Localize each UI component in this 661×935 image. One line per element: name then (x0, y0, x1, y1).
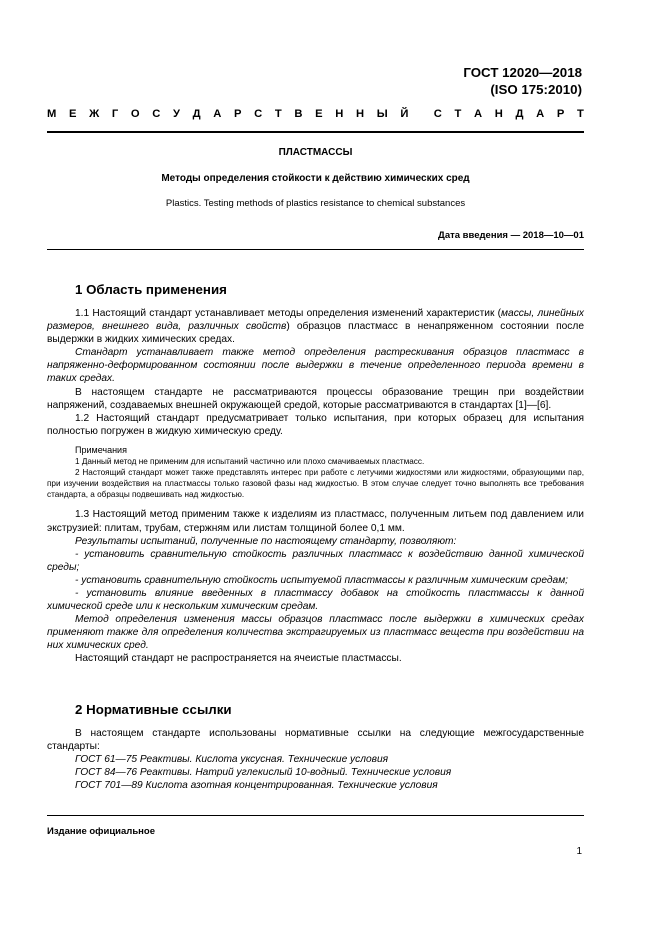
gost-number: ГОСТ 12020—2018 (463, 65, 582, 80)
banner-letter: Н (356, 108, 365, 120)
section-1-heading: 1 Область применения (75, 282, 227, 297)
paragraph-mass-method: Метод определения изменения массы образцов пластмасс после выдержки в химических средах применяют также для определения количества экстрагируемых из пластмасс веществ при воздействии на них химических сред. (47, 614, 584, 652)
english-title: Plastics. Testing methods of plastics resistance to chemical substances (165, 198, 466, 209)
paragraph-results: Результаты испытаний, полученные по настоящему стандарту, позволяют: (75, 535, 457, 547)
footer-rule (47, 815, 584, 816)
banner-letter: А (473, 108, 483, 120)
banner-letter: Г (111, 108, 119, 120)
banner-letter: Й (400, 108, 409, 120)
banner-letter: Н (494, 108, 503, 120)
banner-letter: Ж (89, 108, 100, 120)
notes-title: Примечания (75, 444, 127, 455)
title-rule (47, 249, 584, 250)
list-item-3: - установить влияние введенных в пластмассу добавок на стойкость пластмассы к данной химической среде или к нескольким химическим средам. (47, 587, 584, 613)
banner-letter: В (294, 108, 303, 120)
banner-letter: Е (315, 108, 323, 120)
introduction-date: Дата введения — 2018—10—01 (438, 230, 584, 241)
banner-letter: О (130, 108, 140, 120)
banner-letter: У (173, 108, 180, 120)
banner-letter: Т (577, 108, 584, 120)
note-2: 2 Настоящий стандарт может также представлять интерес при работе с летучими жидкостями или жидкостями, образующими пар, при изучении воздействия на пластмассы только газовой фазы над жидкостью. В этом случае следует точно выполнять все требования стандарта, а образцы подвешивать над жидкостью. (47, 468, 584, 500)
banner-letter: С (433, 108, 442, 120)
banner-letter: Р (556, 108, 565, 120)
banner-letter: А (536, 108, 545, 120)
paragraph-references: В настоящем стандарте использованы нормативные ссылки на следующие межгосударственные стандарты: (47, 728, 584, 753)
notes-block (47, 444, 584, 500)
interstate-standard-banner (47, 108, 584, 120)
banner-letter: С (152, 108, 161, 120)
official-edition-label: Издание официальное (47, 826, 155, 837)
reference-gost-701: ГОСТ 701—89 Кислота азотная концентрированная. Технические условия (75, 780, 438, 792)
banner-letter: Д (515, 108, 524, 120)
banner-letter: Т (454, 108, 462, 120)
banner-letter: Д (192, 108, 201, 120)
banner-letter: М (47, 108, 57, 120)
banner-letter: Р (234, 108, 242, 120)
list-item-1: - установить сравнительную стойкость различных пластмасс к воздействию данной химической среды; (47, 548, 584, 573)
header-rule (47, 131, 584, 133)
section-2-heading: 2 Нормативные ссылки (75, 702, 232, 717)
paragraph-cracking: Стандарт устанавливает также метод определения растрескивания образцов пластмасс в напряженно-деформированном состоянии после выдержки в течение определенного периода времени в таких средах. (47, 347, 584, 385)
reference-gost-84: ГОСТ 84—76 Реактивы. Натрий углекислый 10-водный. Технические условия (75, 767, 452, 779)
note-1: 1 Данный метод не применим для испытаний частично или плохо смачиваемых пластмасс. (75, 457, 425, 467)
paragraph-scope-limit: Настоящий стандарт не распространяется на ячеистые пластмассы. (75, 653, 402, 665)
banner-letter: Н (335, 108, 344, 120)
paragraph-1-2: 1.2 Настоящий стандарт предусматривает только испытания, при которых образец для испытания полностью погружен в жидкую химическую среду. (47, 412, 584, 437)
paragraph-exclusions: В настоящем стандарте не рассматриваются процессы образование трещин при воздействии напряжений, создаваемых внешней окружающей средой, которые рассматриваются в стандартах [1]—[6]. (47, 386, 584, 411)
paragraph-1-3: 1.3 Настоящий метод применим также к изделиям из пластмасс, полученным литьем под давлением или экструзией: плитам, трубам, стержням или листам толщиной более 0,1 мм. (47, 509, 584, 534)
banner-letter: Ы (376, 108, 388, 120)
document-subtitle: Методы определения стойкости к действию химических сред (161, 173, 470, 184)
reference-gost-61: ГОСТ 61—75 Реактивы. Кислота уксусная. Технические условия (75, 754, 389, 766)
document-title: ПЛАСТМАССЫ (278, 147, 353, 158)
banner-letter: А (213, 108, 222, 120)
banner-letter: Т (274, 108, 282, 120)
banner-letter: С (254, 108, 263, 120)
section-1-body (47, 307, 584, 666)
iso-number: (ISO 175:2010) (490, 82, 582, 97)
document-code (463, 64, 582, 98)
paragraph-1-1: 1.1 Настоящий стандарт устанавливает методы определения изменений характеристик (массы, линейных размеров, внешнего вида, различных свойств) образцов пластмасс в ненапряженном состоянии после выдержки в жидких химических средах. (47, 308, 584, 346)
page-number: 1 (576, 846, 582, 857)
banner-letter: Е (68, 108, 77, 120)
list-item-2: - установить сравнительную стойкость испытуемой пластмассы к различным химическим средам; (75, 574, 569, 586)
section-2-body (47, 727, 584, 792)
